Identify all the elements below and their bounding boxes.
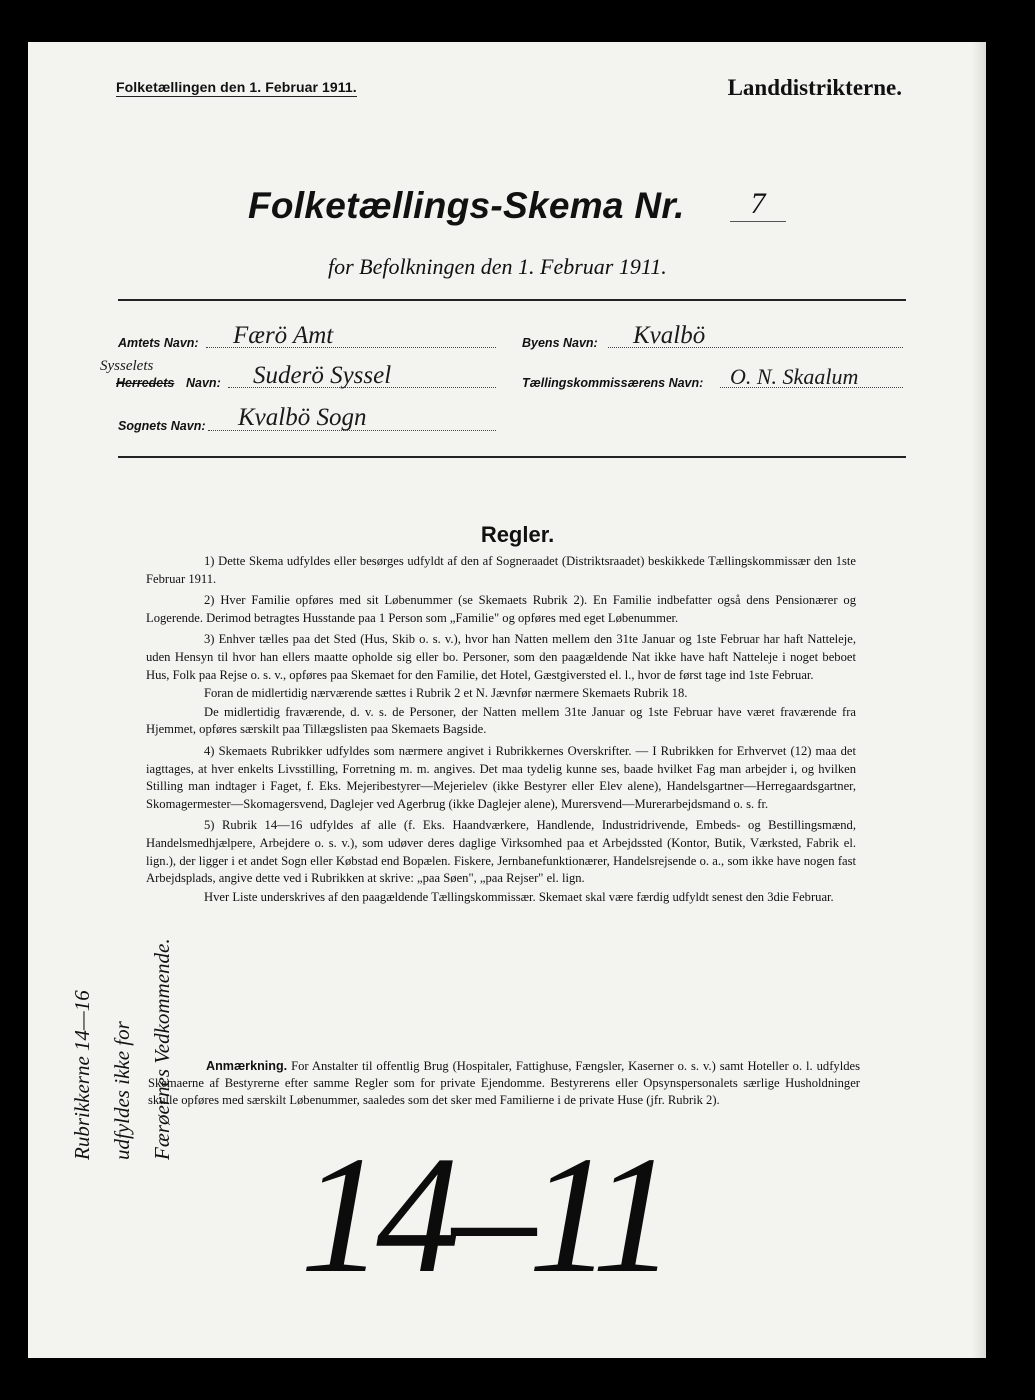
kommissaer-value: O. N. Skaalum <box>730 364 859 389</box>
annotation-text: For Anstalter til offentlig Brug (Hospitaler, Fattighuse, Fængsler, Kaserner o. s. v.) samt Hoteller o. l. udfyldes Skemaerne af Bestyrerne efter samme Regler som for private Ejendomme. Bestyrerens eller Opsynspersonalets særlige Husholdninger skulle opføres med særskilt Løbenummer, saaledes som det sker med Familierne i de private Huse (jfr. Rubrik 2). <box>148 1059 860 1108</box>
kommissaer-label: Tællingskommissærens Navn: <box>522 376 704 390</box>
amt-value: Færö Amt <box>233 322 334 349</box>
syssel-label-suffix: Navn: <box>186 376 221 390</box>
bleed-through-mark <box>58 87 66 121</box>
side-note-line: Færøernes Vedkommende. <box>150 938 174 1160</box>
form-title: Folketællings-Skema Nr. <box>248 185 685 226</box>
rule-paragraph: 5) Rubrik 14—16 udfyldes af alle (f. Eks. Haandværkere, Handlende, Industridrivende, Embeds- og Bestillingsmænd, Handelsmedhjælpere, Arbejdere o. s. v.), som udøver deres daglige Virksomhed paa et Arbejdssted (Kontor, Butik, Værksted, Fabrik el. lign.), der ligger i et andet Sogn eller Købstad end Bopælen. Fiskere, Jernbanefunktionærer, Handelsrejsende o. a., som ikke have nogen fast Arbejdsplads, angive dette ved i Rubrikken at skrive: „paa Søen", „paa Rejser" el. lign. <box>146 818 856 886</box>
annotation-label: Anmærkning. <box>206 1059 288 1073</box>
rule-paragraph: 3) Enhver tælles paa det Sted (Hus, Skib o. s. v.), hvor han Natten mellem den 31te Januar og 1ste Februar har haft Natteleje, uden Hensyn til hvor han ellers maatte opholde sig eller bo. Personer, som den paagældende Nat ikke have haft Natteleje i noget beboet Hus, Folk paa Rejse o. s. v., opføres paa Skemaet for den Familie, det Hotel, Gæstgiversted el. l., hvor de først tage ind 1ste Februar. <box>146 632 856 682</box>
rule-paragraph: Hver Liste underskrives af den paagældende Tællingskommissær. Skemaet skal være færdig udfyldt senest den 3die Februar. <box>204 889 834 904</box>
rule-paragraph: 1) Dette Skema udfyldes eller besørges udfyldt af den af Sogneraadet (Distriktsraadet) beskikkede Tællingskommissær den 1ste Februar 1911. <box>146 554 856 586</box>
rules-body <box>146 553 856 910</box>
form-subtitle: for Befolkningen den 1. Februar 1911. <box>328 254 667 279</box>
side-note-line: udfyldes ikke for <box>110 1021 134 1160</box>
rule-paragraph: 4) Skemaets Rubrikker udfyldes som nærmere angivet i Rubrikkernes Overskrifter. — I Rubrikken for Erhvervet (12) maa det iagttages, at hver enkelts Livsstilling, Forretning m. m. angives. Det maa tydelig kunne ses, baade hvilket Fag man arbejder i, og hvilken Stilling man indtager i Faget, f. Eks. Mejeribestyrer—Mejerielev (ikke Bestyrer eller Elev alene), Handelsgartner—Herregaardsgartner, Skomagermester—Skomagersvend, Daglejer ved Agerbrug (ikke Daglejer alene), Murersvend—Murerarbejdsmand o. s. fr. <box>146 743 856 811</box>
amt-label: Amtets Navn: <box>118 336 199 350</box>
by-label: Byens Navn: <box>522 336 598 350</box>
fields-rule <box>118 456 906 458</box>
sogn-label: Sognets Navn: <box>118 419 206 433</box>
form-number: 7 <box>730 187 786 222</box>
rule-paragraph: 2) Hver Familie opføres med sit Løbenummer (se Skemaets Rubrik 2). En Familie indbefatter også dens Pensionærer og Logerende. Derimod betragtes Husstande paa 1 Person som „Familie" og opføres med eget Løbenummer. <box>146 593 856 625</box>
top-rule <box>118 299 906 301</box>
herred-struck-label: Herredets <box>116 376 175 390</box>
rule-paragraph: De midlertidig fraværende, d. v. s. de Personer, der Natten mellem 31te Januar og 1ste Februar have været fraværende fra Hjemmet, opføres særskilt paa Tillægslisten paa Skemaets Bagside. <box>146 704 856 737</box>
syssel-value: Suderö Syssel <box>253 362 392 389</box>
sogn-value: Kvalbö Sogn <box>238 404 367 431</box>
by-value: Kvalbö <box>633 322 706 349</box>
annotation-note <box>148 1058 860 1110</box>
rules-heading: Regler. <box>480 522 555 547</box>
district-type-header: Landdistrikterne. <box>727 75 902 100</box>
side-note <box>62 900 182 1160</box>
census-date-header: Folketællingen den 1. Februar 1911. <box>116 79 357 95</box>
handwritten-range-number: 14–11 <box>300 1122 668 1308</box>
side-note-line: Rubrikkerne 14—16 <box>70 990 94 1160</box>
rule-paragraph: Foran de midlertidig nærværende sættes i Rubrik 2 et N. Jævnfør nærmere Skemaets Rubrik 18. <box>204 686 688 701</box>
syssel-handwritten-label: Sysselets <box>100 358 154 374</box>
